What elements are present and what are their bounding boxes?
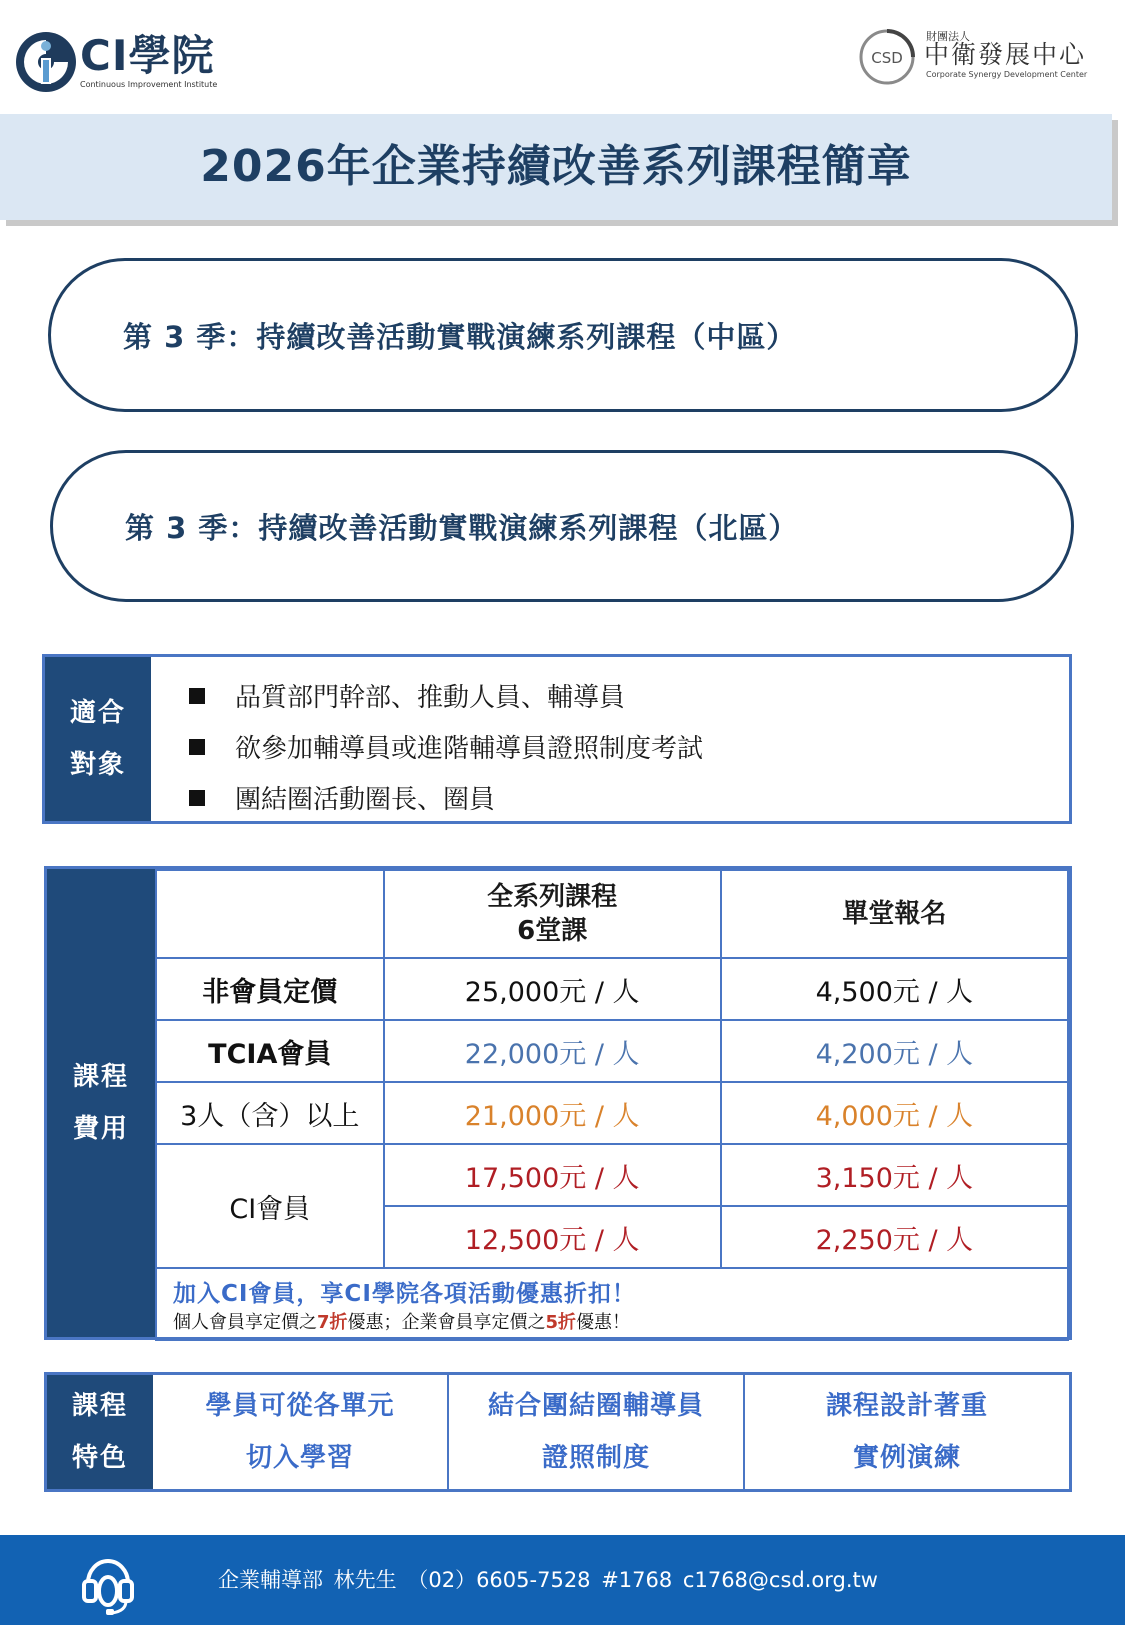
season-central-pill	[48, 258, 1078, 412]
audience-label-line2: 對象	[69, 750, 126, 780]
feature-item: 結合團結圈輔導員 證照制度	[487, 1391, 704, 1473]
fee-full-price: 21,000元 / 人	[384, 1082, 721, 1144]
fee-label-line1: 課程	[72, 1062, 129, 1092]
bullet-square-icon	[189, 790, 205, 806]
fee-single-price: 4,000元 / 人	[721, 1082, 1068, 1144]
season-north-pill	[50, 450, 1074, 602]
csd-logo	[858, 24, 1088, 86]
audience-label	[45, 657, 151, 821]
headset-icon	[80, 1549, 136, 1617]
ci-institute-logo	[14, 30, 229, 98]
ci-logo-mark-icon	[14, 30, 78, 94]
csd-ring-icon	[858, 28, 916, 86]
fee-single-price: 3,150元 / 人	[721, 1144, 1068, 1206]
fee-single-price: 4,500元 / 人	[721, 958, 1068, 1020]
feature-item: 課程設計著重 實例演練	[825, 1391, 988, 1473]
audience-item: 團結圈活動圈長、圈員	[189, 779, 495, 816]
fee-header-full-series: 全系列課程 6堂課	[384, 870, 721, 958]
bullet-square-icon	[189, 688, 205, 704]
audience-section	[42, 654, 1072, 824]
fee-row-name: 非會員定價	[156, 958, 384, 1020]
season-central-label: 第 3 季：持續改善活動實戰演練系列課程（中區）	[123, 319, 797, 354]
fee-row-name: TCIA會員	[156, 1020, 384, 1082]
ci-logo-subtitle: Continuous Improvement Institute	[80, 80, 218, 89]
fee-note	[156, 1268, 1068, 1340]
csd-logo-prefix: 財團法人	[926, 30, 970, 43]
audience-label-line1: 適合	[69, 698, 126, 728]
title-banner	[0, 114, 1112, 220]
fee-row-group	[156, 1082, 1068, 1144]
fee-section	[44, 866, 1072, 1340]
fee-row-name: 3人（含）以上	[156, 1082, 384, 1144]
audience-item: 欲參加輔導員或進階輔導員證照制度考試	[189, 728, 703, 765]
page-title: 2026年企業持續改善系列課程簡章	[200, 141, 912, 192]
fee-full-price: 17,500元 / 人	[384, 1144, 721, 1206]
fee-full-price: 22,000元 / 人	[384, 1020, 721, 1082]
season-north-label: 第 3 季：持續改善活動實戰演練系列課程（北區）	[125, 510, 799, 545]
ci-membership-promo: 加入CI會員，享CI學院各項活動優惠折扣！	[173, 1280, 636, 1307]
fee-label-line2: 費用	[72, 1114, 129, 1144]
csd-logo-name: 中衛發展中心	[924, 40, 1087, 69]
feature-item: 學員可從各單元 切入學習	[205, 1391, 395, 1473]
fee-row-name: CI會員	[156, 1144, 384, 1268]
audience-item: 品質部門幹部、推動人員、輔導員	[189, 677, 625, 714]
csd-logo-english: Corporate Synergy Development Center	[926, 70, 1088, 79]
feature-section	[44, 1372, 1072, 1492]
ci-logo-name: CI學院	[80, 31, 215, 80]
fee-header-single: 單堂報名	[721, 870, 1068, 958]
fee-single-price: 2,250元 / 人	[721, 1206, 1068, 1268]
feature-label-line2: 特色	[71, 1443, 128, 1473]
fee-full-price: 12,500元 / 人	[384, 1206, 721, 1268]
feature-label	[47, 1375, 153, 1489]
contact-info: 企業輔導部 林先生 （02）6605-7528 #1768 c1768@csd.org.tw	[218, 1568, 878, 1592]
fee-single-price: 4,200元 / 人	[721, 1020, 1068, 1082]
fee-row-non-member	[156, 958, 1068, 1020]
bullet-square-icon	[189, 739, 205, 755]
fee-row-tcia	[156, 1020, 1068, 1082]
contact-footer	[0, 1535, 1125, 1625]
fee-label	[47, 869, 155, 1337]
svg-text:CSD: CSD	[871, 49, 903, 67]
fee-row-ci-member-1	[156, 1144, 1068, 1206]
feature-label-line1: 課程	[71, 1391, 128, 1421]
fee-header-row	[156, 870, 1068, 958]
fee-full-price: 25,000元 / 人	[384, 958, 721, 1020]
fee-table	[155, 869, 1069, 1341]
fee-header-empty	[156, 870, 384, 958]
fee-note-row	[156, 1268, 1068, 1340]
ci-membership-discount: 個人會員享定價之7折優惠；企業會員享定價之5折優惠！	[173, 1311, 631, 1333]
